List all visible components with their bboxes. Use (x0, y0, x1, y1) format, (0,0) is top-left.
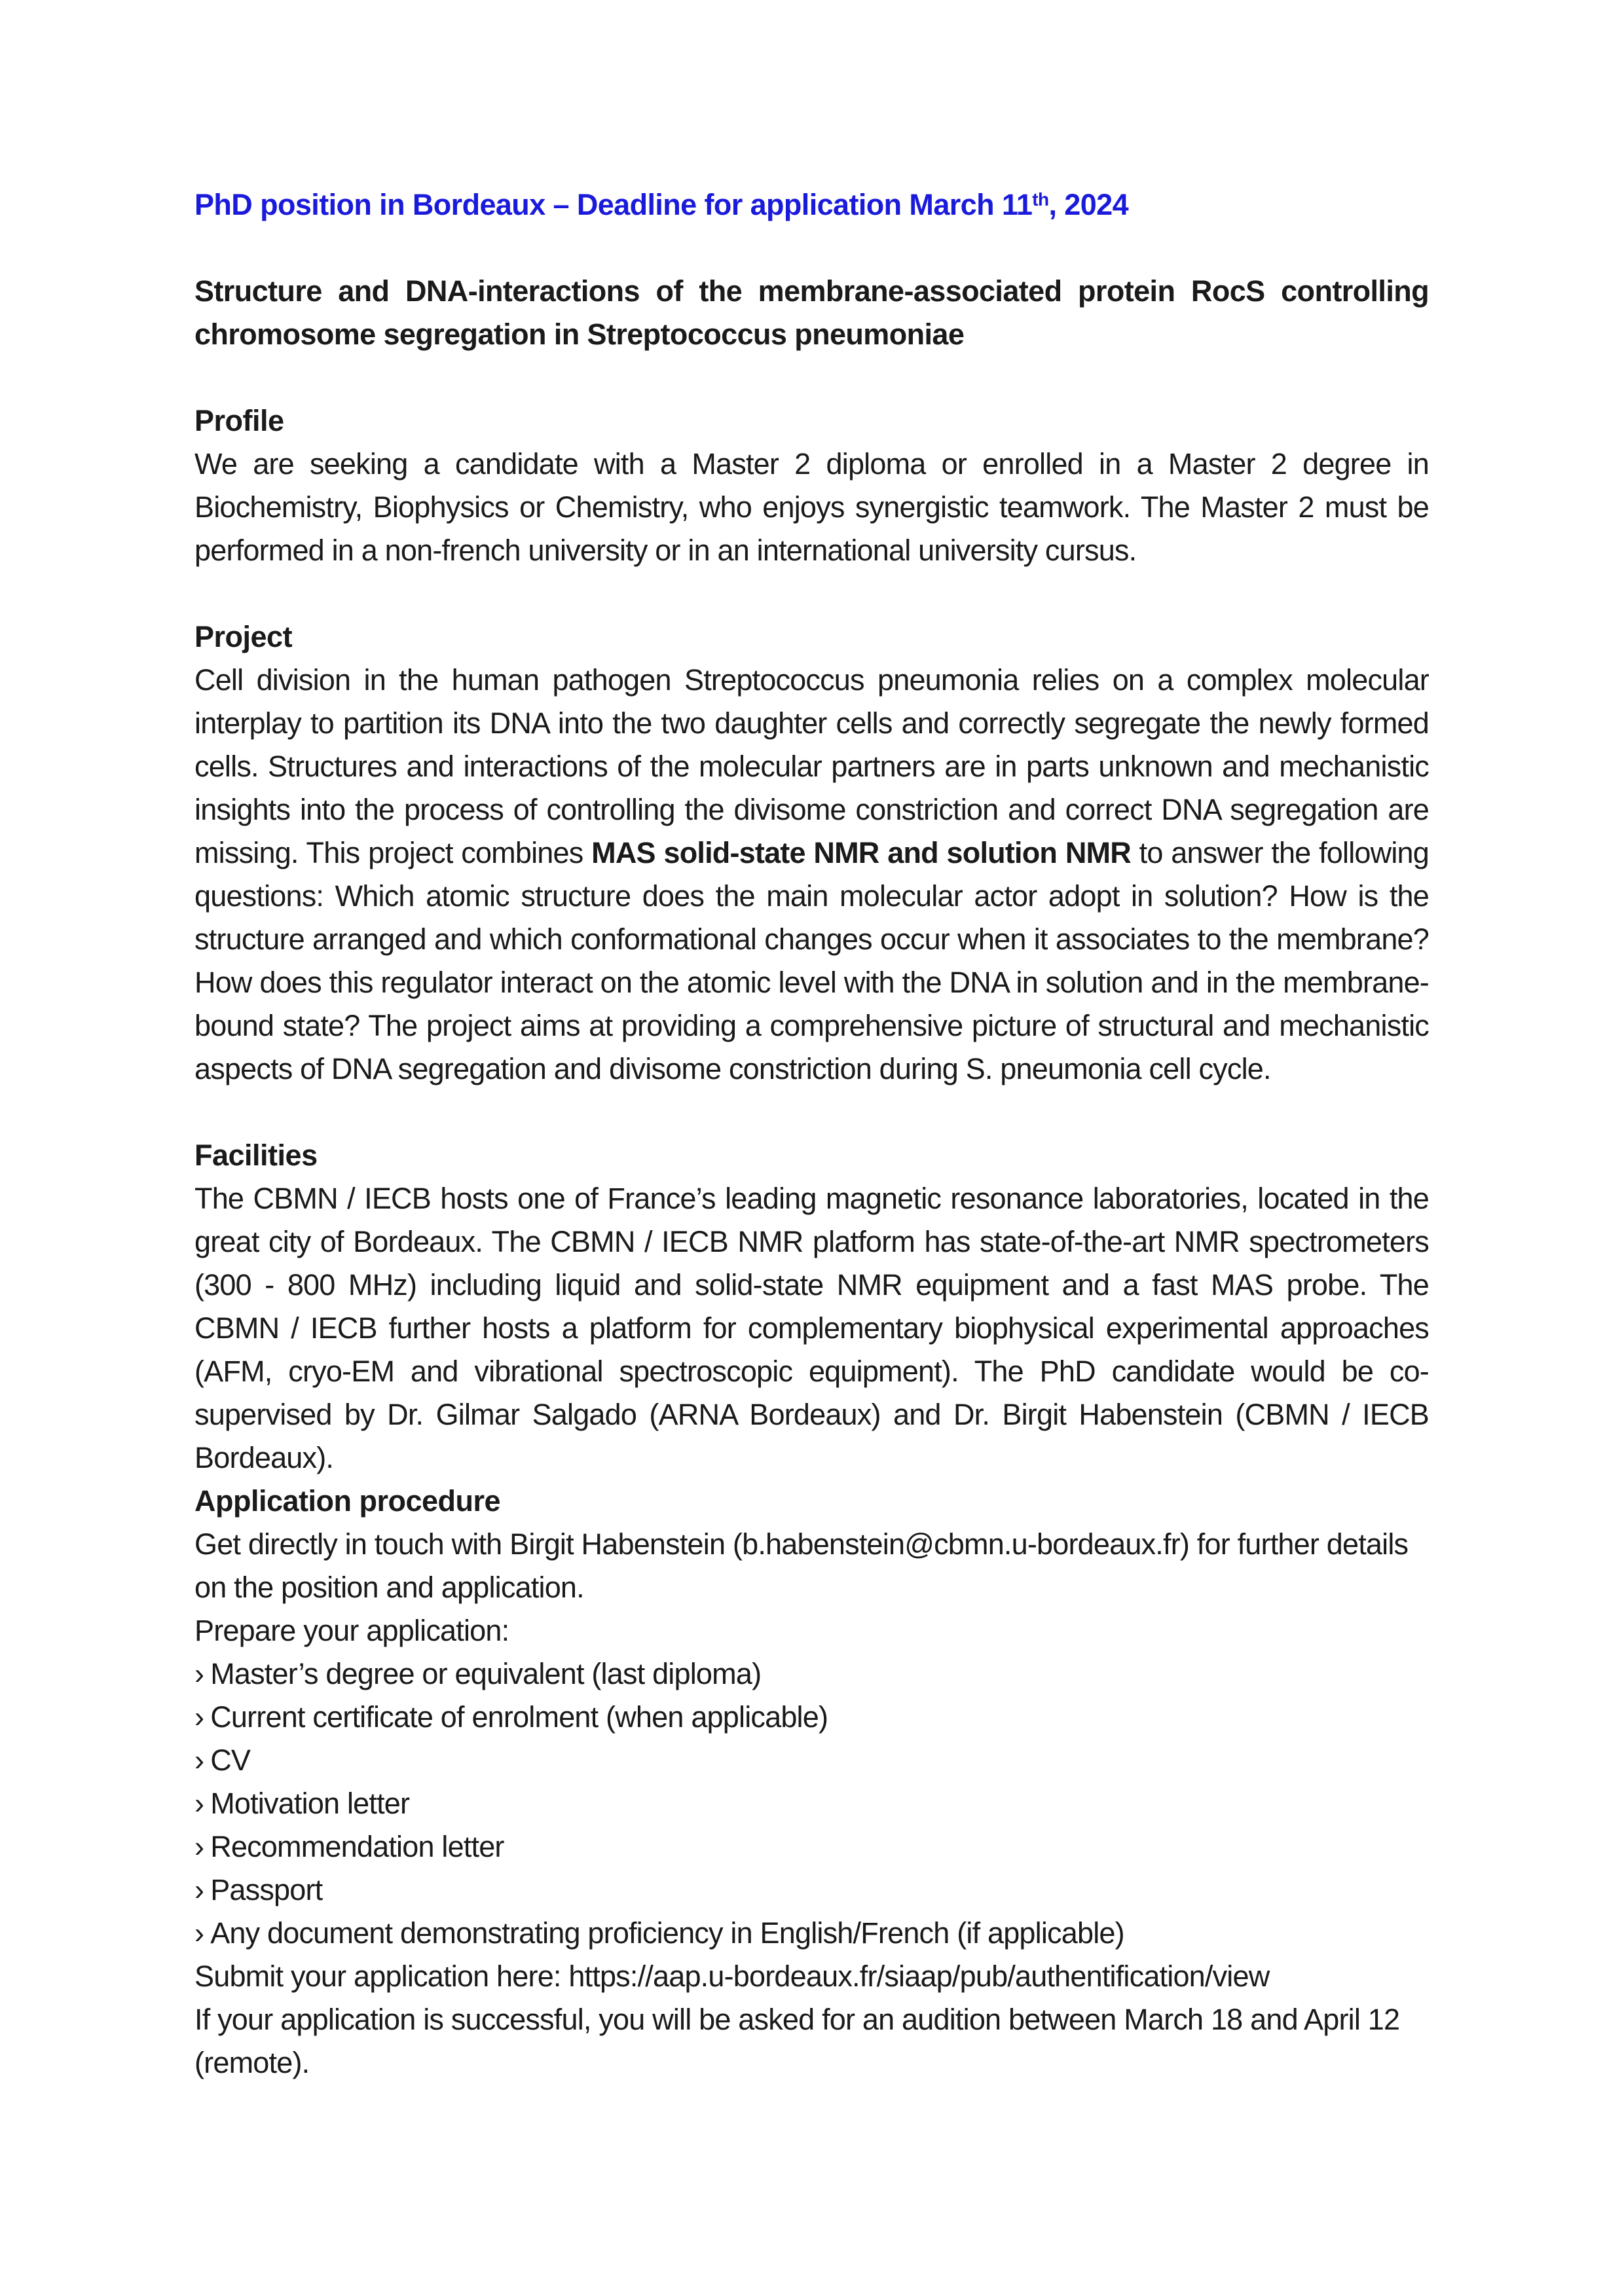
project-title: Structure and DNA-interactions of the membrane-associated protein RocS controlling chromosome segregation in Streptococcus pneumoniae (194, 274, 1429, 351)
list-item: › Master’s degree or equivalent (last diploma) (194, 1657, 762, 1690)
headline-text: PhD position in Bordeaux – Deadline for application March 11 (194, 188, 1033, 221)
bullet-mark: › (194, 1700, 204, 1734)
list-item: › Recommendation letter (194, 1830, 504, 1863)
project-section (194, 615, 1429, 1091)
headline-year: , 2024 (1048, 188, 1128, 221)
bullet-mark: › (194, 1743, 204, 1777)
facilities-section (194, 1134, 1429, 1480)
application-submit-text: Submit your application here: https://aap.u-bordeaux.fr/siaap/pub/authentification/view (194, 1959, 1270, 1993)
facilities-heading: Facilities (194, 1139, 318, 1172)
application-audition-line2: (remote). (194, 2046, 310, 2079)
project-text-part1: Cell division in the human pathogen Streptococcus pneumonia relies on a complex molecular interplay to partition its DNA into the two daughter cells and correctly segregate the newly formed cells. Structures and interactions of the molecular partners are in parts unknown and mechanistic insights into the process of controlling the divisome constriction and correct DNA segregation are missing. This project combines (194, 663, 1429, 869)
application-contact-text: Get directly in touch with Birgit Habenstein (b.habenstein@cbmn.u-bordeaux.fr) for further details on the position and application. (194, 1527, 1409, 1604)
bullet-mark: › (194, 1830, 204, 1863)
application-section (194, 1480, 1429, 2085)
list-item: › Current certificate of enrolment (when applicable) (194, 1700, 828, 1734)
list-item: › CV (194, 1743, 251, 1777)
facilities-text: The CBMN / IECB hosts one of France’s leading magnetic resonance laboratories, located in the great city of Bordeaux. The CBMN / IECB NMR platform has state-of-the-art NMR spectrometers (300 - 800 MHz) including liquid and solid-state NMR equipment and a fast MAS probe. The CBMN / IECB further hosts a platform for complementary biophysical experimental approaches (AFM, cryo-EM and vibrational spectroscopic equipment). The PhD candidate would be co-supervised by Dr. Gilmar Salgado (ARNA Bordeaux) and Dr. Birgit Habenstein (CBMN / IECB Bordeaux). (194, 1182, 1429, 1474)
application-heading: Application procedure (194, 1484, 501, 1518)
profile-heading: Profile (194, 404, 284, 437)
project-text-part2: to answer the following questions: Which atomic structure does the main molecular actor adopt in solution? How is the structure arranged and which conformational changes occur when it associates to the membrane? How does this regulator interact on the atomic level with the DNA in solution and in the membrane-bound state? The project aims at providing a comprehensive picture of structural and mechanistic aspects of DNA segregation and divisome constriction during S. pneumonia cell cycle. (194, 836, 1430, 1085)
application-audition-line1: If your application is successful, you will be asked for an audition between March 18 and April 12 (194, 2003, 1400, 2036)
project-text (194, 659, 1429, 1091)
list-item: › Any document demonstrating proficiency in English/French (if applicable) (194, 1916, 1124, 1950)
bullet-mark: › (194, 1657, 204, 1690)
profile-section (194, 399, 1429, 572)
list-item: › Passport (194, 1873, 323, 1906)
bullet-mark: › (194, 1916, 204, 1950)
position-headline (194, 183, 1429, 227)
project-heading: Project (194, 620, 293, 653)
list-item: › Motivation letter (194, 1787, 410, 1820)
project-methods-highlight: MAS solid-state NMR and solution NMR (591, 836, 1131, 869)
headline-ordinal-suffix: th (1032, 189, 1049, 210)
application-prepare-text: Prepare your application: (194, 1614, 509, 1647)
document-page (194, 183, 1429, 2085)
profile-text: We are seeking a candidate with a Master 2 diploma or enrolled in a Master 2 degree in Biochemistry, Biophysics or Chemistry, who enjoys synergistic teamwork. The Master 2 must be performed in a non-french university or in an international university cursus. (194, 447, 1429, 567)
bullet-mark: › (194, 1873, 204, 1906)
bullet-mark: › (194, 1787, 204, 1820)
application-documents-list (194, 1652, 1429, 1955)
